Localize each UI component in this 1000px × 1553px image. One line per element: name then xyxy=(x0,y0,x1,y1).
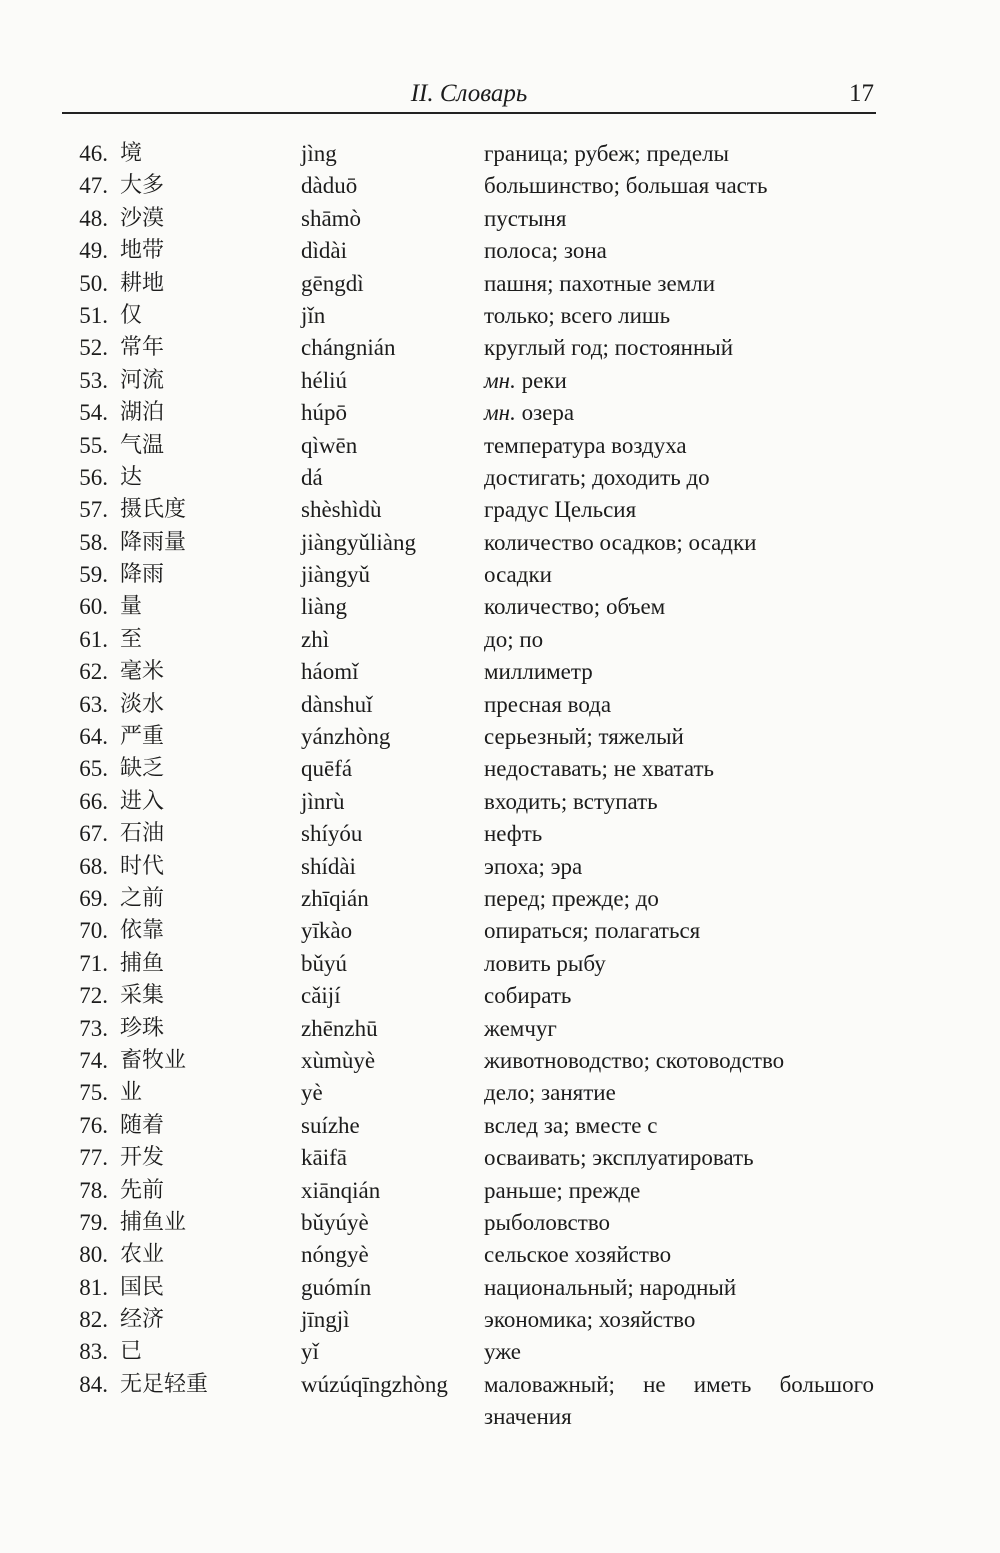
entry-hanzi: 毫米 xyxy=(120,659,165,685)
entry-translation xyxy=(484,462,874,494)
vocab-entry xyxy=(0,980,1000,1012)
vocab-entry xyxy=(0,365,1000,397)
entry-translation xyxy=(484,397,874,429)
entry-pinyin: jìnrù xyxy=(301,788,345,814)
entry-number: 55. xyxy=(79,432,108,458)
entry-number: 46. xyxy=(79,141,108,166)
vocab-entry xyxy=(0,883,1000,915)
entry-meaning: животноводство; скотоводство xyxy=(484,1047,785,1073)
vocab-entry xyxy=(0,753,1000,785)
entry-meaning: национальный; народный xyxy=(484,1274,737,1300)
entry-meaning: количество осадков; осадки xyxy=(484,529,757,555)
entry-meaning: раньше; прежде xyxy=(484,1177,641,1203)
entry-translation xyxy=(484,980,874,1012)
entry-meaning: большинство; большая часть xyxy=(484,173,768,199)
entry-meaning: жемчуг xyxy=(484,1015,557,1041)
entry-translation xyxy=(484,559,874,591)
entry-hanzi: 畜牧业 xyxy=(120,1047,187,1073)
entry-translation xyxy=(484,915,874,947)
entry-hanzi: 捕鱼 xyxy=(120,950,165,976)
entry-pinyin: chángnián xyxy=(301,335,396,361)
page-number: 17 xyxy=(849,80,874,107)
entry-hanzi: 耕地 xyxy=(120,270,165,296)
vocab-entry xyxy=(0,170,1000,202)
vocab-entry xyxy=(0,786,1000,818)
vocab-entry xyxy=(0,915,1000,947)
entry-pinyin: zhēnzhū xyxy=(301,1015,378,1041)
entry-hanzi: 仅 xyxy=(120,302,143,328)
vocab-entry xyxy=(0,1045,1000,1077)
entry-number: 73. xyxy=(79,1015,108,1041)
vocab-entry xyxy=(0,656,1000,688)
vocab-entry xyxy=(0,494,1000,526)
entry-hanzi: 之前 xyxy=(120,885,165,911)
entry-translation xyxy=(484,1110,874,1142)
entry-number: 71. xyxy=(79,950,108,976)
entry-hanzi: 时代 xyxy=(120,853,165,879)
vocab-entry xyxy=(0,851,1000,883)
entry-translation xyxy=(484,365,874,397)
entry-translation xyxy=(484,851,874,883)
entry-pinyin: liàng xyxy=(301,594,347,620)
entry-pinyin: quēfá xyxy=(301,756,353,782)
entry-meaning: уже xyxy=(484,1339,521,1365)
entry-number: 75. xyxy=(79,1080,108,1106)
vocab-entry xyxy=(0,203,1000,235)
entry-translation xyxy=(484,138,874,170)
entry-hanzi: 缺乏 xyxy=(120,756,165,782)
entry-meaning: дело; занятие xyxy=(484,1080,616,1106)
entry-number: 64. xyxy=(79,724,108,750)
entry-meaning: осадки xyxy=(484,562,552,588)
entry-translation xyxy=(484,170,874,202)
entry-meaning: сельское хозяйство xyxy=(484,1242,672,1268)
entry-number: 56. xyxy=(79,464,108,490)
entry-translation xyxy=(484,1336,874,1368)
entry-pinyin: zhì xyxy=(301,626,330,652)
vocab-entry xyxy=(0,624,1000,656)
entry-hanzi: 沙漠 xyxy=(120,205,165,231)
entry-hanzi: 石油 xyxy=(120,821,165,847)
entry-translation xyxy=(484,1272,874,1304)
entry-number: 62. xyxy=(79,659,108,685)
entry-number: 49. xyxy=(79,238,108,264)
entry-meaning: граница; рубеж; пределы xyxy=(484,141,730,166)
entry-pinyin: jiàngyǔ xyxy=(301,562,370,588)
entry-translation xyxy=(484,527,874,559)
entry-translation xyxy=(484,883,874,915)
entry-translation xyxy=(484,721,874,753)
vocab-entry xyxy=(0,1207,1000,1239)
entry-number: 67. xyxy=(79,821,108,847)
entry-meaning: миллиметр xyxy=(484,659,593,685)
entry-number: 53. xyxy=(79,367,108,393)
entry-number: 63. xyxy=(79,691,108,717)
entry-pinyin: jīngjì xyxy=(301,1307,350,1333)
entry-number: 69. xyxy=(79,885,108,911)
entry-pinyin: bǔyú xyxy=(301,950,347,976)
entry-pinyin: shèshìdù xyxy=(301,497,382,523)
entry-translation xyxy=(484,656,874,688)
entry-hanzi: 境 xyxy=(120,141,143,166)
entry-translation xyxy=(484,1304,874,1336)
running-header xyxy=(62,78,876,114)
entry-meaning: пресная вода xyxy=(484,691,612,717)
entry-translation xyxy=(484,268,874,300)
entry-meaning: перед; прежде; до xyxy=(484,885,659,911)
entry-number: 54. xyxy=(79,400,108,426)
entry-pinyin: suízhe xyxy=(301,1112,360,1138)
entry-translation xyxy=(484,689,874,721)
entry-abbreviation: мн. xyxy=(484,400,516,426)
entry-hanzi: 依靠 xyxy=(120,918,165,944)
vocab-entry xyxy=(0,268,1000,300)
entry-pinyin: háomǐ xyxy=(301,659,359,685)
entry-number: 81. xyxy=(79,1274,108,1300)
entry-hanzi: 河流 xyxy=(120,367,165,393)
entry-meaning: серьезный; тяжелый xyxy=(484,724,684,750)
entry-translation xyxy=(484,1013,874,1045)
entry-meaning: входить; вступать xyxy=(484,788,658,814)
entry-hanzi: 降雨 xyxy=(120,562,165,588)
entry-hanzi: 至 xyxy=(120,626,143,652)
entry-pinyin: guómín xyxy=(301,1274,372,1300)
entry-meaning: осваивать; эксплуатировать xyxy=(484,1145,754,1171)
entry-pinyin: húpō xyxy=(301,400,347,426)
entry-translation xyxy=(484,591,874,623)
entry-meaning: температура воздуха xyxy=(484,432,687,458)
entry-number: 74. xyxy=(79,1047,108,1073)
entry-pinyin: dàduō xyxy=(301,173,358,199)
entry-meaning: ловить рыбу xyxy=(484,950,606,976)
entry-number: 72. xyxy=(79,983,108,1009)
entry-meaning: пустыня xyxy=(484,205,567,231)
entry-pinyin: dànshuǐ xyxy=(301,691,373,717)
entry-hanzi: 达 xyxy=(120,464,143,490)
vocab-entry xyxy=(0,1304,1000,1336)
vocab-entry xyxy=(0,462,1000,494)
entry-number: 68. xyxy=(79,853,108,879)
entry-meaning: недоставать; не хватать xyxy=(484,756,715,782)
entry-meaning: достигать; доходить до xyxy=(484,464,710,490)
entry-number: 79. xyxy=(79,1209,108,1235)
vocab-entry xyxy=(0,1336,1000,1368)
entry-hanzi: 经济 xyxy=(120,1307,165,1333)
entry-pinyin: yè xyxy=(301,1080,323,1106)
vocab-entry xyxy=(0,1239,1000,1271)
entry-number: 48. xyxy=(79,205,108,231)
vocab-entry xyxy=(0,332,1000,364)
vocab-entry xyxy=(0,138,1000,170)
entry-number: 77. xyxy=(79,1145,108,1171)
entry-translation xyxy=(484,818,874,850)
entry-meaning: градус Цельсия xyxy=(484,497,637,523)
entry-translation xyxy=(484,300,874,332)
entry-pinyin: shāmò xyxy=(301,205,362,231)
vocab-entry xyxy=(0,1272,1000,1304)
entry-hanzi: 淡水 xyxy=(120,691,165,717)
entry-number: 61. xyxy=(79,626,108,652)
entry-pinyin: héliú xyxy=(301,367,347,393)
entry-pinyin: xùmùyè xyxy=(301,1047,376,1073)
entry-hanzi: 国民 xyxy=(120,1274,165,1300)
vocab-entry xyxy=(0,1077,1000,1109)
entry-hanzi: 湖泊 xyxy=(120,400,165,426)
vocab-entry xyxy=(0,300,1000,332)
entry-translation xyxy=(484,203,874,235)
entry-number: 59. xyxy=(79,562,108,588)
entry-meaning: опираться; полагаться xyxy=(484,918,701,944)
vocab-entry xyxy=(0,235,1000,267)
entry-hanzi: 降雨量 xyxy=(120,529,187,555)
vocab-entry xyxy=(0,689,1000,721)
vocab-entry xyxy=(0,1175,1000,1207)
vocab-entry xyxy=(0,559,1000,591)
entry-number: 50. xyxy=(79,270,108,296)
entry-meaning: пашня; пахотные земли xyxy=(484,270,715,296)
entry-hanzi: 珍珠 xyxy=(120,1015,165,1041)
entry-pinyin: yīkào xyxy=(301,918,353,944)
vocab-entry xyxy=(0,818,1000,850)
entry-hanzi: 开发 xyxy=(120,1145,165,1171)
entry-hanzi: 采集 xyxy=(120,983,165,1009)
entry-pinyin: dá xyxy=(301,464,323,490)
entry-pinyin: jǐn xyxy=(301,302,326,328)
entry-meaning: экономика; хозяйство xyxy=(484,1307,696,1333)
entry-abbreviation: мн. xyxy=(484,367,516,393)
entry-meaning: круглый год; постоянный xyxy=(484,335,734,361)
entry-meaning: нефть xyxy=(484,821,543,847)
entry-number: 66. xyxy=(79,788,108,814)
vocab-entry xyxy=(0,397,1000,429)
entry-translation xyxy=(484,1045,874,1077)
entry-hanzi: 捕鱼业 xyxy=(120,1209,187,1235)
entry-hanzi: 气温 xyxy=(120,432,165,458)
entry-hanzi: 地带 xyxy=(120,238,165,264)
entry-pinyin: wúzúqīngzhòng xyxy=(301,1371,448,1397)
entry-meaning: эпоха; эра xyxy=(484,853,583,879)
entry-translation xyxy=(484,1369,874,1433)
vocab-entry xyxy=(0,1369,1000,1433)
entry-meaning: количество; объем xyxy=(484,594,666,620)
entry-hanzi: 业 xyxy=(120,1080,143,1106)
entry-translation xyxy=(484,1207,874,1239)
entry-hanzi: 无足轻重 xyxy=(120,1371,209,1397)
entry-number: 47. xyxy=(79,173,108,199)
vocabulary-list xyxy=(0,138,1000,1433)
entry-translation xyxy=(484,1239,874,1271)
entry-pinyin: bǔyúyè xyxy=(301,1209,369,1235)
section-title: II. Словарь xyxy=(410,80,528,107)
vocab-entry xyxy=(0,1110,1000,1142)
entry-number: 57. xyxy=(79,497,108,523)
entry-meaning: до; по xyxy=(484,626,544,652)
entry-translation xyxy=(484,332,874,364)
vocab-entry xyxy=(0,591,1000,623)
entry-pinyin: yǐ xyxy=(301,1339,319,1365)
entry-number: 76. xyxy=(79,1112,108,1138)
entry-hanzi: 摄氏度 xyxy=(120,497,187,523)
entry-number: 65. xyxy=(79,756,108,782)
entry-meaning: только; всего лишь xyxy=(484,302,671,328)
entry-meaning: вслед за; вместе с xyxy=(484,1112,658,1138)
vocab-entry xyxy=(0,527,1000,559)
entry-number: 52. xyxy=(79,335,108,361)
entry-translation xyxy=(484,786,874,818)
entry-hanzi: 量 xyxy=(120,594,143,620)
entry-hanzi: 严重 xyxy=(120,724,165,750)
entry-hanzi: 常年 xyxy=(120,335,165,361)
entry-hanzi: 先前 xyxy=(120,1177,165,1203)
entry-meaning: маловажный; не иметь большого значения xyxy=(484,1371,874,1429)
entry-pinyin: zhīqián xyxy=(301,885,369,911)
entry-number: 58. xyxy=(79,529,108,555)
vocab-entry xyxy=(0,1142,1000,1174)
entry-pinyin: dìdài xyxy=(301,238,347,264)
entry-meaning: реки xyxy=(515,367,567,393)
entry-hanzi: 农业 xyxy=(120,1242,165,1268)
entry-translation xyxy=(484,1077,874,1109)
entry-hanzi: 随着 xyxy=(120,1112,165,1138)
entry-number: 70. xyxy=(79,918,108,944)
entry-number: 83. xyxy=(79,1339,108,1365)
entry-pinyin: shídài xyxy=(301,853,356,879)
entry-translation xyxy=(484,235,874,267)
entry-number: 84. xyxy=(79,1371,108,1397)
entry-translation xyxy=(484,1175,874,1207)
entry-number: 80. xyxy=(79,1242,108,1268)
vocab-entry xyxy=(0,430,1000,462)
entry-hanzi: 已 xyxy=(120,1339,143,1365)
entry-pinyin: kāifā xyxy=(301,1145,347,1171)
entry-number: 78. xyxy=(79,1177,108,1203)
entry-pinyin: jiàngyǔliàng xyxy=(301,529,416,555)
entry-translation xyxy=(484,948,874,980)
entry-pinyin: yánzhòng xyxy=(301,724,391,750)
entry-number: 51. xyxy=(79,302,108,328)
entry-number: 60. xyxy=(79,594,108,620)
entry-pinyin: qìwēn xyxy=(301,432,358,458)
entry-meaning: рыболовство xyxy=(484,1209,611,1235)
vocab-entry xyxy=(0,948,1000,980)
entry-hanzi: 大多 xyxy=(120,173,165,199)
entry-pinyin: xiānqián xyxy=(301,1177,381,1203)
entry-meaning: озера xyxy=(515,400,575,426)
vocab-entry xyxy=(0,721,1000,753)
entry-pinyin: cǎijí xyxy=(301,983,341,1009)
entry-pinyin: jìng xyxy=(301,141,337,166)
entry-meaning: полоса; зона xyxy=(484,238,607,264)
entry-translation xyxy=(484,430,874,462)
entry-translation xyxy=(484,1142,874,1174)
entry-pinyin: shíyóu xyxy=(301,821,363,847)
entry-meaning: собирать xyxy=(484,983,572,1009)
entry-pinyin: nóngyè xyxy=(301,1242,369,1268)
entry-pinyin: gēngdì xyxy=(301,270,364,296)
entry-translation xyxy=(484,753,874,785)
entry-hanzi: 进入 xyxy=(120,788,165,814)
entry-translation xyxy=(484,624,874,656)
entry-translation xyxy=(484,494,874,526)
entry-number: 82. xyxy=(79,1307,108,1333)
vocab-entry xyxy=(0,1013,1000,1045)
